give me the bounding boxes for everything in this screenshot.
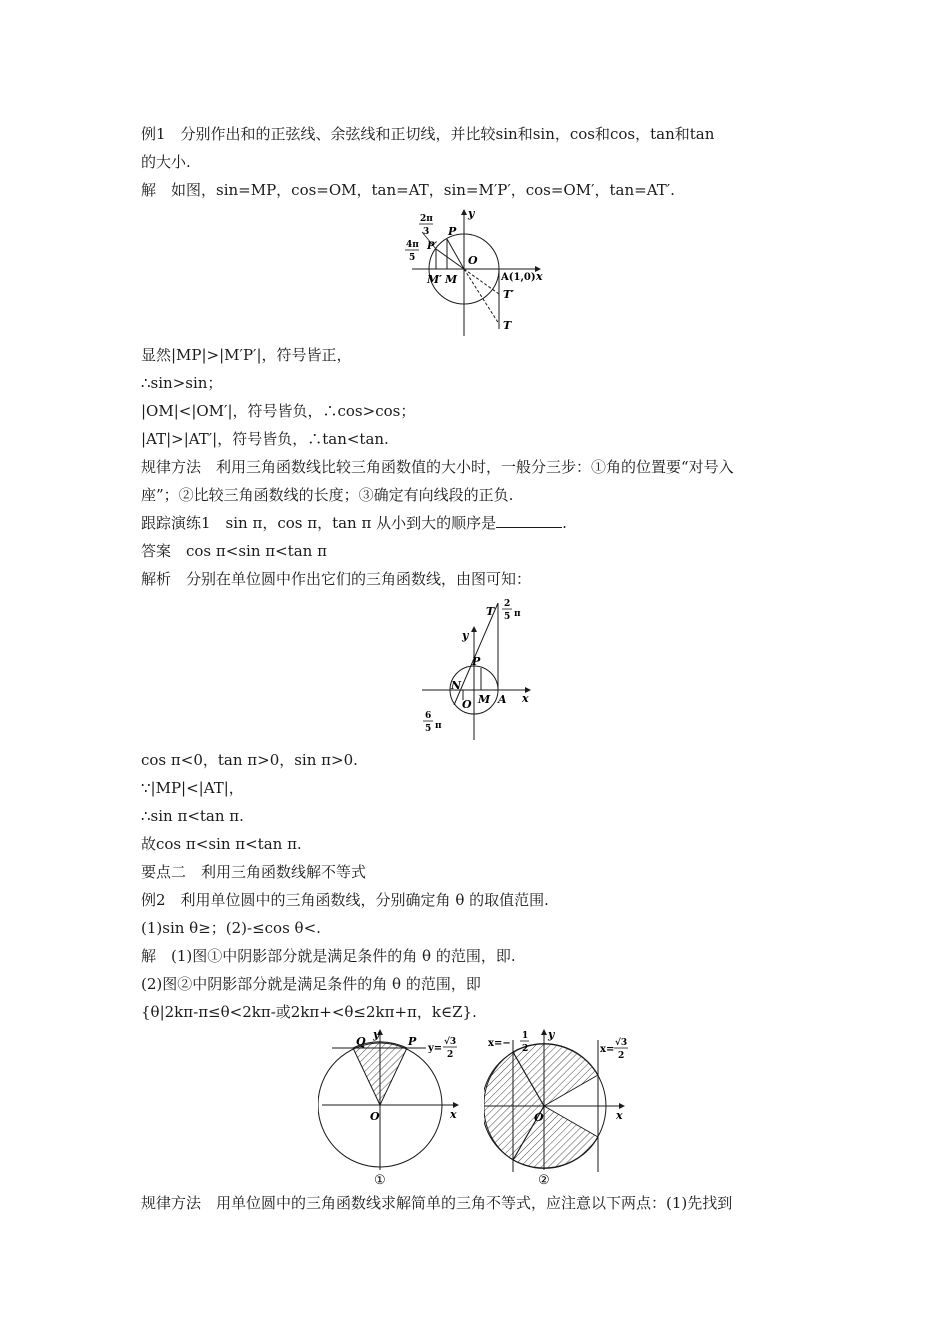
label-right-num: √3 — [615, 1038, 628, 1048]
label-left-num: 1 — [522, 1031, 529, 1041]
analysis-signs: cos π<0，tan π>0，sin π>0. — [141, 751, 358, 769]
label-y: y — [462, 629, 469, 642]
practice-1 — [141, 513, 567, 533]
label-a: A(1,0) — [501, 272, 536, 283]
angle2-pi: π — [435, 721, 442, 731]
example1-statement-cont: 的大小. — [141, 153, 191, 171]
analysis-conclusion: 故cos π<sin π<tan π. — [141, 835, 302, 853]
dashed-ot — [464, 269, 499, 324]
label-a: A — [498, 693, 507, 706]
label-x: x — [536, 270, 543, 283]
dashed-otp — [464, 269, 499, 294]
label-y: y — [373, 1028, 380, 1041]
figure-unit-circle-2 — [418, 595, 538, 741]
label-m-prime: M′ — [427, 273, 443, 286]
example1-solution: 解 如图，sin=MP，cos=OM，tan=AT，sin=M′P′，cos=OM′，tan=AT′. — [141, 181, 675, 199]
analysis-compare: ∴sin π<tan π. — [141, 807, 244, 825]
analysis-lengths: ∵|MP|<|AT|， — [141, 779, 244, 797]
ray-op — [447, 239, 464, 269]
figure-shaded-1 — [318, 1026, 468, 1190]
angle2-numerator: 6 — [425, 711, 432, 721]
caption-1: ① — [374, 1173, 386, 1188]
answer-blank — [496, 513, 562, 528]
angle1-pi: π — [514, 609, 521, 619]
example2-solution-set: {θ|2kπ-π≤θ<2kπ-或2kπ+<θ≤2kπ+π，k∈Z}. — [141, 1003, 477, 1021]
label-o: O — [534, 1111, 544, 1124]
example2-solution-1: 解 (1)图①中阴影部分就是满足条件的角 θ 的范围，即. — [141, 947, 516, 965]
label-x: x — [616, 1109, 623, 1122]
label-t: T — [486, 605, 495, 618]
label-p: P — [448, 225, 457, 238]
conclusion-tan: |AT|>|AT′|，符号皆负，∴tan<tan. — [141, 430, 389, 448]
angle1-numerator: 2π — [420, 214, 433, 224]
caption-2: ② — [538, 1173, 550, 1188]
label-y: y — [468, 207, 475, 220]
method-note-2: 规律方法 用单位圆中的三角函数线求解简单的三角不等式，应注意以下两点：(1)先找到 — [141, 1194, 733, 1212]
label-o: O — [468, 254, 478, 267]
example2-solution-2: (2)图②中阴影部分就是满足条件的角 θ 的范围，即 — [141, 975, 481, 993]
example1-statement: 例1 分别作出和的正弦线、余弦线和正切线，并比较sin和sin，cos和cos，tan和tan — [141, 125, 715, 143]
angle2-denominator: 5 — [409, 253, 416, 263]
label-q: Q — [356, 1035, 366, 1048]
label-t: T — [503, 319, 512, 332]
example2-parts: (1)sin θ≥；(2)-≤cos θ<. — [141, 919, 321, 937]
label-p: P — [408, 1035, 417, 1048]
label-y: y — [548, 1028, 555, 1041]
label-den: 2 — [447, 1050, 454, 1060]
label-sqrt: √3 — [444, 1037, 457, 1047]
angle2-numerator: 4π — [406, 240, 419, 250]
practice-1-end: . — [562, 514, 567, 532]
section-heading-2: 要点二 利用三角函数线解不等式 — [141, 863, 367, 881]
label-left-den: 2 — [522, 1044, 529, 1054]
angle2-denominator: 5 — [425, 724, 432, 734]
label-x: x — [450, 1108, 457, 1121]
label-o: O — [370, 1110, 380, 1123]
label-eq: y= — [428, 1043, 443, 1054]
label-p-prime: P′ — [427, 241, 438, 252]
ray-opp — [436, 249, 464, 269]
conclusion-cos: |OM|<|OM′|，符号皆负，∴cos>cos； — [141, 402, 416, 420]
figure-shaded-2 — [484, 1026, 634, 1190]
comparison-sin: 显然|MP|>|M′P′|，符号皆正， — [141, 346, 352, 364]
practice-1-text: 跟踪演练1 sin π，cos π，tan π 从小到大的顺序是 — [141, 514, 497, 532]
angle1-denominator: 3 — [423, 227, 430, 237]
label-t-prime: T′ — [503, 288, 515, 301]
angle1-numerator: 2 — [504, 599, 511, 609]
label-eq-right: x= — [600, 1044, 615, 1055]
figure-unit-circle-1 — [400, 204, 550, 338]
label-x: x — [522, 692, 529, 705]
angle1-denominator: 5 — [504, 612, 511, 622]
label-n: N — [451, 679, 462, 692]
conclusion-sin: ∴sin>sin； — [141, 374, 223, 392]
method-note-1-cont: 座”；②比较三角函数线的长度；③确定有向线段的正负. — [141, 486, 514, 504]
label-right-den: 2 — [618, 1051, 625, 1061]
label-m: M — [478, 693, 491, 706]
method-note-1: 规律方法 利用三角函数线比较三角函数值的大小时，一般分三步：①角的位置要“对号入 — [141, 458, 734, 476]
answer: 答案 cos π<sin π<tan π — [141, 542, 327, 560]
label-eq-left: x=− — [488, 1038, 511, 1049]
example2-statement: 例2 利用单位圆中的三角函数线，分别确定角 θ 的取值范围. — [141, 891, 549, 909]
analysis: 解析 分别在单位圆中作出它们的三角函数线，由图可知： — [141, 570, 532, 588]
label-p: P — [472, 655, 481, 668]
label-o: O — [462, 698, 472, 711]
label-m: M — [445, 273, 458, 286]
